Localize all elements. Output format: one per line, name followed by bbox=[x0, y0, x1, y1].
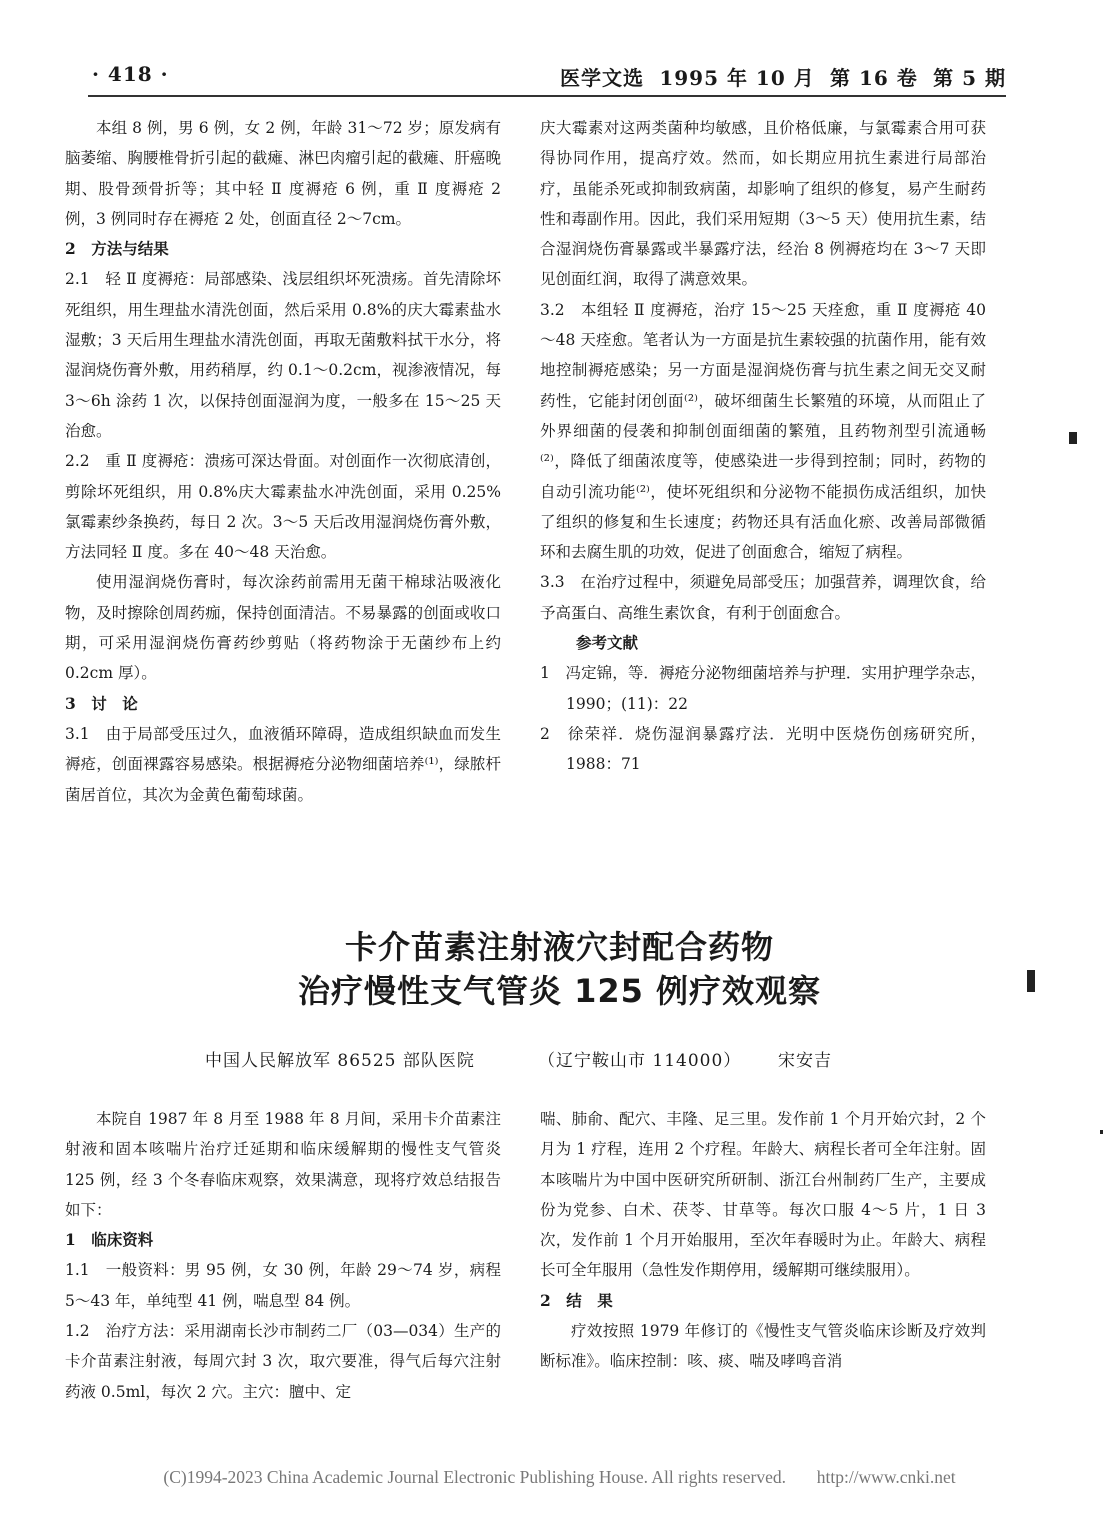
reference-item: 1 冯定锦，等．褥疮分泌物细菌培养与护理．实用护理学杂志，1990；(11)：22 bbox=[540, 664, 986, 713]
section-heading: 1 临床资料 bbox=[65, 1230, 154, 1250]
paragraph: 疗效按照 1979 年修订的《慢性支气管炎临床诊断及疗效判断标准》。临床控制：咳、痰、喘及哮鸣音消 bbox=[540, 1322, 986, 1371]
running-header bbox=[560, 62, 1006, 91]
journal-name: 医学文选 bbox=[560, 66, 644, 90]
author-affiliation: 中国人民解放军 86525 部队医院 bbox=[205, 1051, 475, 1071]
header-issue: 第 5 期 bbox=[933, 66, 1006, 90]
paragraph: 使用湿润烧伤膏时，每次涂药前需用无菌干棉球沾吸液化物，及时擦除创周药痂，保持创面清洁。不易暴露的创面或收口期，可采用湿润烧伤膏药纱剪贴（将药物涂于无菌纱布上约 0.2cm 厚）。 bbox=[65, 573, 501, 683]
paragraph: 1.2 治疗方法：采用湖南长沙市制药二厂（03—034）生产的卡介苗素注射液，每周穴封 3 次，取穴要准，得气后每穴注射药液 0.5ml，每次 2 穴。主穴：膻中、定 bbox=[65, 1322, 501, 1401]
reference-item: 2 徐荣祥．烧伤湿润暴露疗法．光明中医烧伤创疡研究所，1988：71 bbox=[540, 724, 986, 774]
header-date: 1995 年 10 月 bbox=[659, 66, 815, 90]
copyright-footer bbox=[0, 1467, 1119, 1488]
article2-right-column bbox=[540, 1104, 986, 1377]
scan-mark bbox=[1100, 1130, 1103, 1134]
article-title-line2: 治疗慢性支气管炎 125 例疗效观察 bbox=[297, 972, 822, 1010]
paragraph: 3.1 由于局部受压过久，血液循环障碍，造成组织缺血而发生褥疮，创面裸露容易感染。根据褥疮分泌物细菌培养⁽¹⁾，绿脓杆菌居首位，其次为金黄色葡萄球菌。 bbox=[65, 724, 501, 804]
references-heading: 参考文献 bbox=[576, 633, 639, 653]
section-heading: 2 方法与结果 bbox=[65, 239, 169, 259]
scan-mark bbox=[1069, 432, 1077, 444]
paragraph: 2.1 轻 Ⅱ 度褥疮：局部感染、浅层组织坏死溃疡。首先清除坏死组织，用生理盐水清洗创面，然后采用 0.8%的庆大霉素盐水湿敷；3 天后用生理盐水清洗创面，再取无菌敷料拭干水分，将湿润烧伤膏外敷，用药稍厚，约 0.1～0.2cm，视渗液情况，每 3～6h 涂药 1 次，以保持创面湿润为度，一般多在 15～25 天治愈。 bbox=[65, 270, 501, 440]
section-heading: 2 结 果 bbox=[540, 1290, 613, 1310]
copyright-text: (C)1994-2023 China Academic Journal Electronic Publishing House. All rights reserved. bbox=[163, 1467, 786, 1487]
author-name: 宋安吉 bbox=[778, 1051, 832, 1071]
footer-url[interactable]: http://www.cnki.net bbox=[816, 1467, 956, 1487]
header-rule bbox=[88, 95, 1006, 97]
paragraph: 本院自 1987 年 8 月至 1988 年 8 月间，采用卡介苗素注射液和固本咳喘片治疗迁延期和临床缓解期的慢性支气管炎 125 例，经 3 个冬春临床观察，效果满意，现将疗效总结报告如下： bbox=[65, 1110, 501, 1219]
paragraph: 3.3 在治疗过程中，须避免局部受压；加强营养，调理饮食，给予高蛋白、高维生素饮食，有利于创面愈合。 bbox=[540, 573, 986, 622]
paragraph: 庆大霉素对这两类菌种均敏感，且价格低廉，与氯霉素合用可获得协同作用，提高疗效。然而，如长期应用抗生素进行局部治疗，虽能杀死或抑制致病菌，却影响了组织的修复，易产生耐药性和毒副作用。因此，我们采用短期（3～5 天）使用抗生素，结合湿润烧伤膏暴露或半暴露疗法，经治 8 例褥疮均在 3～7 天即见创面红润，取得了满意效果。 bbox=[540, 119, 986, 289]
paragraph: 本组 8 例，男 6 例，女 2 例，年龄 31～72 岁；原发病有脑萎缩、胸腰椎骨折引起的截瘫、淋巴肉瘤引起的截瘫、肝癌晚期、股骨颈骨折等；其中轻 Ⅱ 度褥疮 6 例，重 Ⅱ 度褥疮 2 例，3 例同时存在褥疮 2 处，创面直径 2～7cm。 bbox=[65, 119, 501, 228]
article1-left-column bbox=[65, 113, 501, 810]
article1-right-column bbox=[540, 113, 986, 780]
scan-mark bbox=[1027, 970, 1035, 992]
header-volume: 第 16 卷 bbox=[830, 66, 918, 90]
section-heading: 3 讨 论 bbox=[65, 693, 138, 713]
paragraph: 2.2 重 Ⅱ 度褥疮：溃疡可深达骨面。对创面作一次彻底清创，剪除坏死组织，用 0.8%庆大霉素盐水冲洗创面，采用 0.25%氯霉素纱条换药，每日 2 次。3～5 天后改用湿润烧伤膏外敷，方法同轻 Ⅱ 度。多在 40～48 天治愈。 bbox=[65, 452, 501, 562]
paragraph: 3.2 本组轻 Ⅱ 度褥疮，治疗 15～25 天痊愈，重 Ⅱ 度褥疮 40～48 天痊愈。笔者认为一方面是抗生素较强的抗菌作用，能有效地控制褥疮感染；另一方面是湿润烧伤膏与抗生素之间无交叉耐药性，它能封闭创面⁽²⁾，破坏细菌生长繁殖的环境，从而阻止了外界细菌的侵袭和抑制创面细菌的繁殖，且药物剂型引流通畅⁽²⁾，降低了细菌浓度等，使感染进一步得到控制；同时，药物的自动引流功能⁽²⁾，使坏死组织和分泌物不能损伤成活组织，加快了组织的修复和生长速度；药物还具有活血化瘀、改善局部微循环和去腐生肌的功效，促进了创面愈合，缩短了病程。 bbox=[540, 300, 986, 562]
paragraph: 1.1 一般资料：男 95 例，女 30 例，年龄 29～74 岁，病程 5～43 年，单纯型 41 例，喘息型 84 例。 bbox=[65, 1261, 501, 1310]
article-title-line1: 卡介苗素注射液穴封配合药物 bbox=[344, 928, 774, 966]
paragraph: 喘、肺俞、配穴、丰隆、足三里。发作前 1 个月开始穴封，2 个月为 1 疗程，连用 2 个疗程。年龄大、病程长者可全年注射。固本咳喘片为中国中医研究所研制、浙江台州制药厂生产，主要成份为党参、白术、茯苓、甘草等。每次口服 4～5 片，1 日 3 次，发作前 1 个月开始服用，至次年春暖时为止。年龄大、病程长可全年服用（急性发作期停用，缓解期可继续服用）。 bbox=[540, 1110, 986, 1280]
author-location: （辽宁鞍山市 114000） bbox=[538, 1051, 742, 1071]
page-number: · 418 · bbox=[92, 62, 169, 86]
article2-left-column bbox=[65, 1104, 501, 1407]
